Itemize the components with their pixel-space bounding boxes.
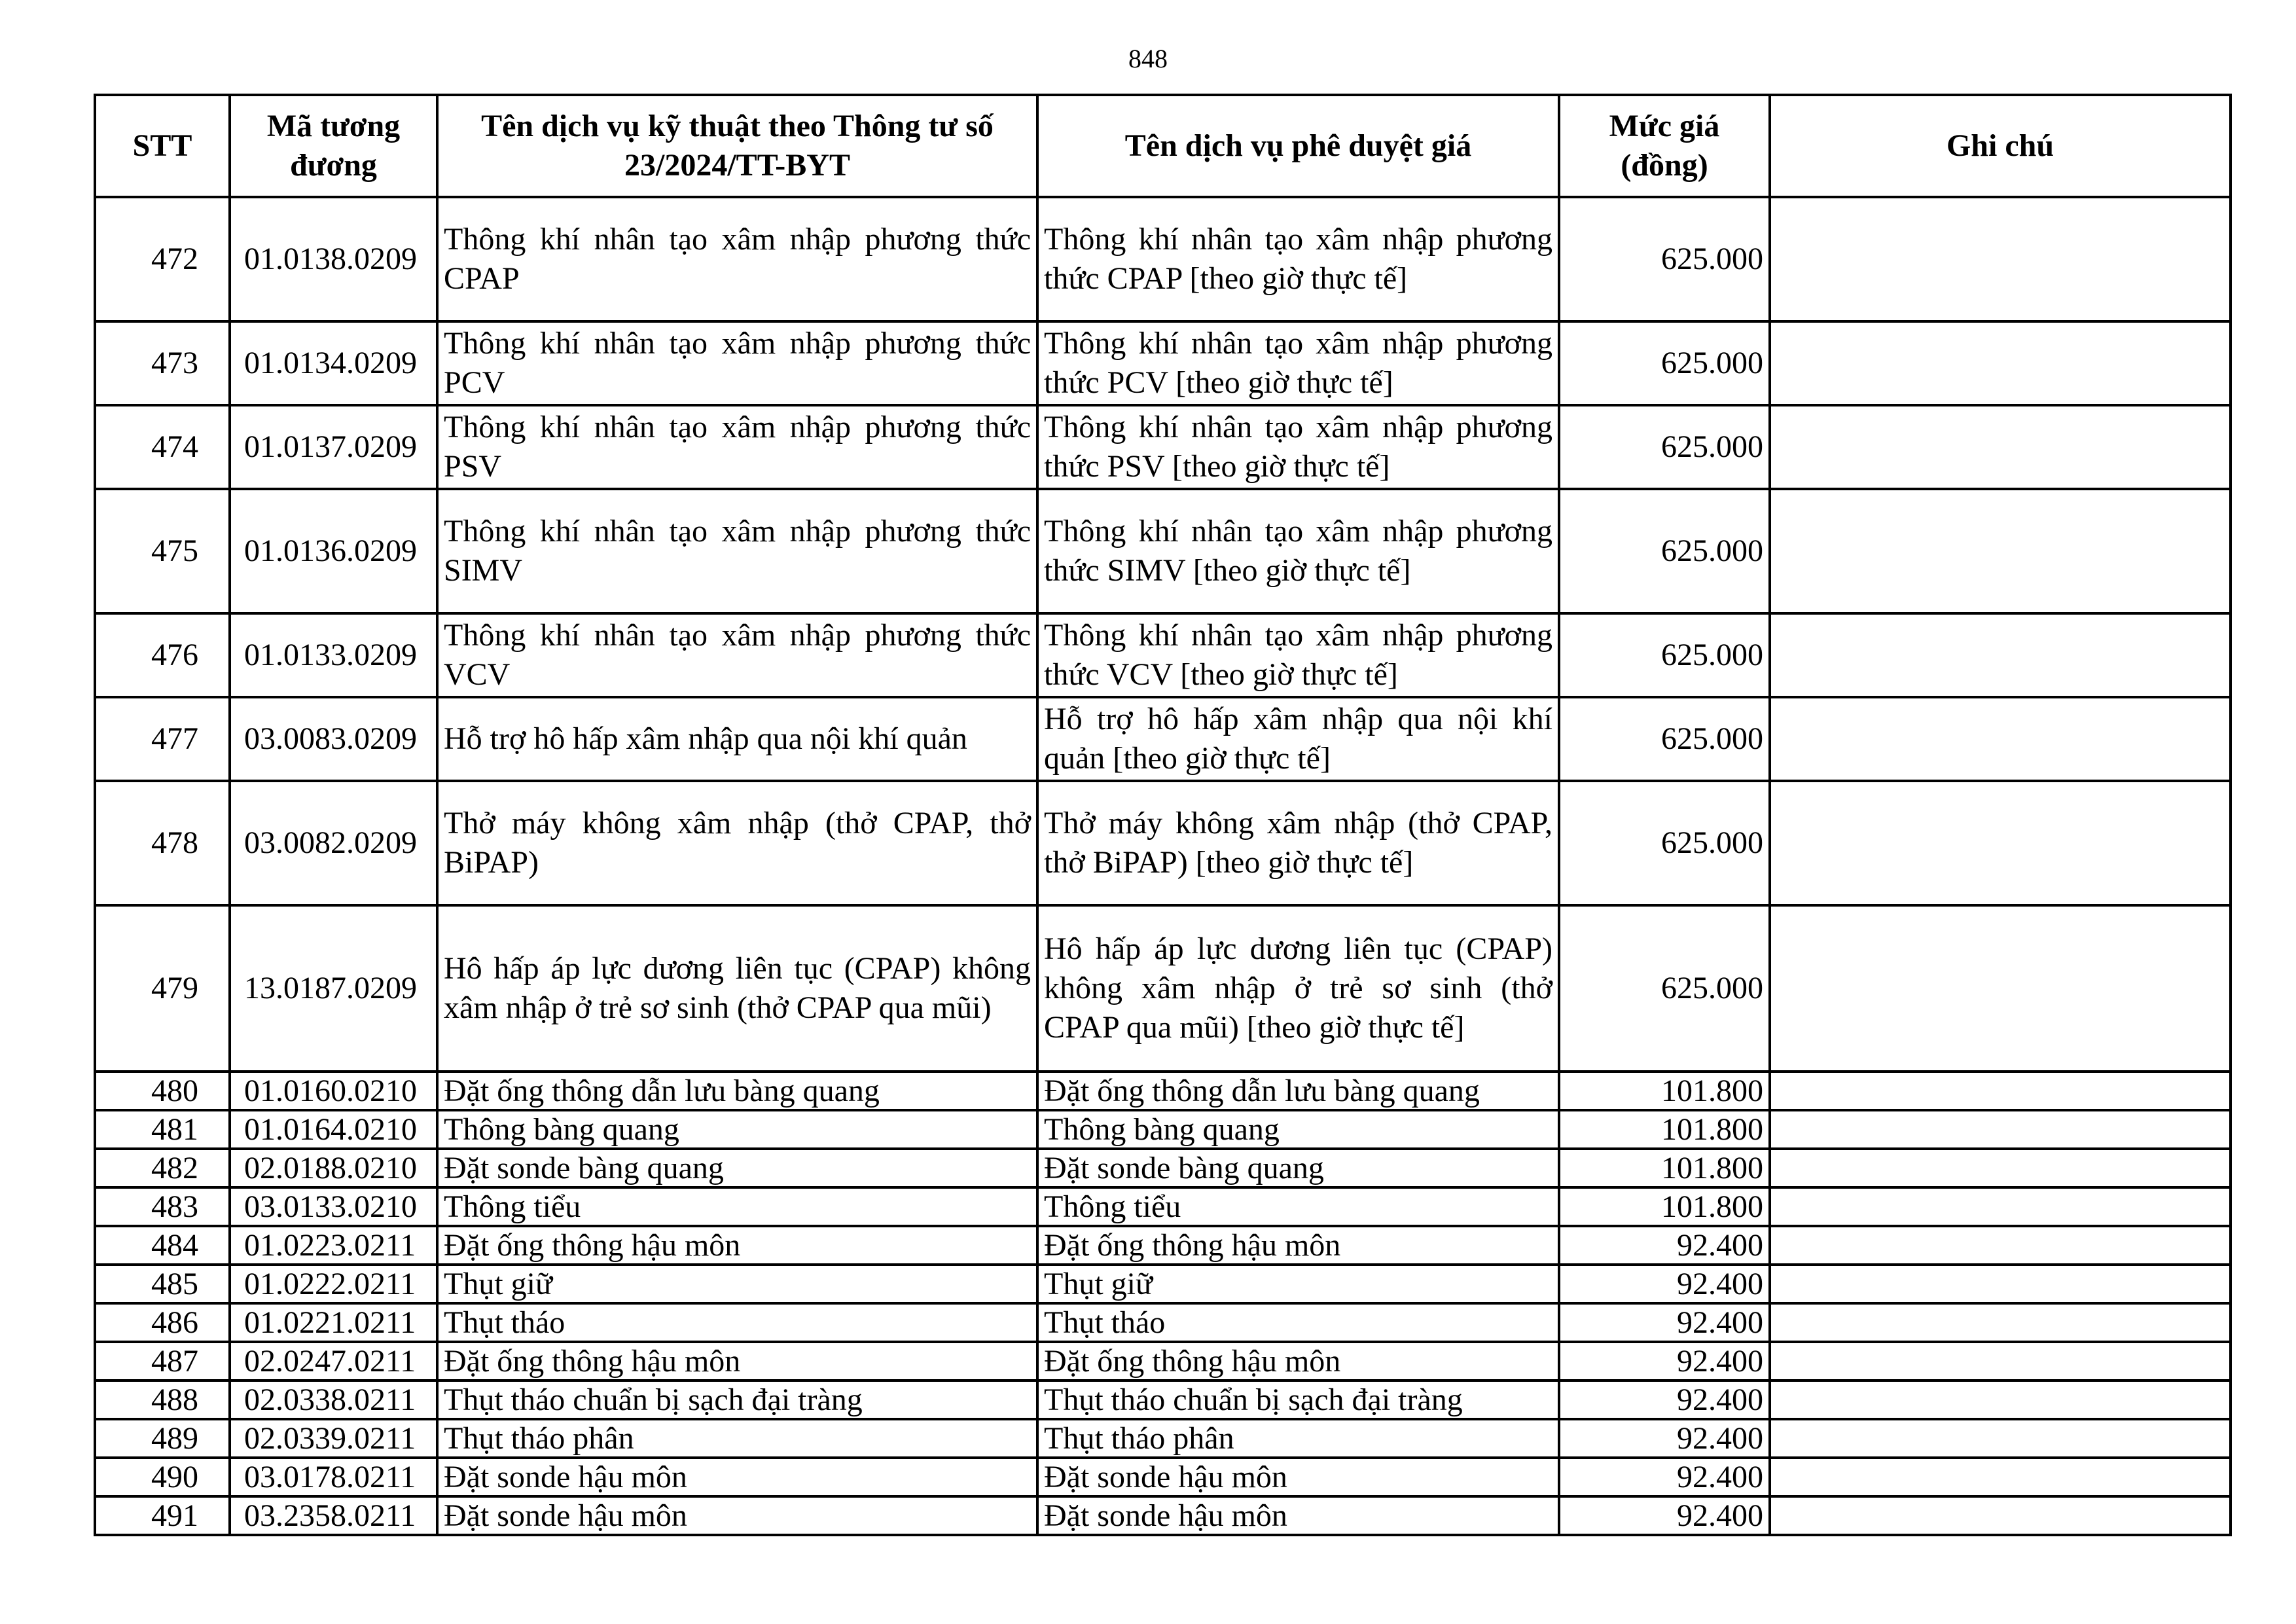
cell-approved-name: Đặt sonde bàng quang <box>1037 1149 1559 1187</box>
cell-note <box>1770 697 2231 781</box>
table-header-row <box>95 95 2231 197</box>
cell-note <box>1770 321 2231 405</box>
cell-code: 01.0221.0211 <box>230 1303 437 1342</box>
cell-note <box>1770 1226 2231 1265</box>
cell-code: 01.0223.0211 <box>230 1226 437 1265</box>
cell-approved-name: Đặt ống thông hậu môn <box>1037 1226 1559 1265</box>
cell-code: 01.0160.0210 <box>230 1072 437 1110</box>
cell-stt: 486 <box>95 1303 230 1342</box>
cell-stt: 480 <box>95 1072 230 1110</box>
cell-price: 101.800 <box>1559 1149 1770 1187</box>
cell-stt: 489 <box>95 1419 230 1458</box>
table-row <box>95 1303 2231 1342</box>
cell-technical-name: Thông khí nhân tạo xâm nhập phương thức PSV <box>437 405 1037 489</box>
cell-code: 02.0247.0211 <box>230 1342 437 1380</box>
cell-technical-name: Thông tiểu <box>437 1187 1037 1226</box>
cell-technical-name: Đặt ống thông hậu môn <box>437 1342 1037 1380</box>
cell-code: 13.0187.0209 <box>230 905 437 1072</box>
cell-stt: 484 <box>95 1226 230 1265</box>
cell-stt: 487 <box>95 1342 230 1380</box>
header-note: Ghi chú <box>1770 95 2231 197</box>
table-row <box>95 1342 2231 1380</box>
cell-stt: 477 <box>95 697 230 781</box>
cell-stt: 482 <box>95 1149 230 1187</box>
cell-approved-name: Đặt ống thông dẫn lưu bàng quang <box>1037 1072 1559 1110</box>
table-row <box>95 1419 2231 1458</box>
cell-stt: 474 <box>95 405 230 489</box>
cell-note <box>1770 1342 2231 1380</box>
cell-price: 92.400 <box>1559 1496 1770 1535</box>
cell-approved-name: Thông khí nhân tạo xâm nhập phương thức PCV [theo giờ thực tế] <box>1037 321 1559 405</box>
cell-stt: 473 <box>95 321 230 405</box>
cell-technical-name: Thông khí nhân tạo xâm nhập phương thức SIMV <box>437 489 1037 613</box>
table-row <box>95 1496 2231 1535</box>
cell-approved-name: Thụt giữ <box>1037 1265 1559 1303</box>
header-technical-name: Tên dịch vụ kỹ thuật theo Thông tư số 23/2024/TT-BYT <box>437 95 1037 197</box>
cell-price: 625.000 <box>1559 197 1770 321</box>
cell-code: 01.0133.0209 <box>230 613 437 697</box>
cell-code: 01.0222.0211 <box>230 1265 437 1303</box>
table-row <box>95 1187 2231 1226</box>
cell-stt: 478 <box>95 781 230 905</box>
cell-code: 01.0164.0210 <box>230 1110 437 1149</box>
cell-approved-name: Thông bàng quang <box>1037 1110 1559 1149</box>
table-row <box>95 489 2231 613</box>
cell-technical-name: Đặt ống thông hậu môn <box>437 1226 1037 1265</box>
page-number: 848 <box>1128 44 1168 73</box>
cell-stt: 488 <box>95 1380 230 1419</box>
cell-note <box>1770 1110 2231 1149</box>
cell-approved-name: Đặt sonde hậu môn <box>1037 1496 1559 1535</box>
cell-note <box>1770 1303 2231 1342</box>
cell-price: 625.000 <box>1559 405 1770 489</box>
cell-stt: 481 <box>95 1110 230 1149</box>
cell-technical-name: Đặt sonde hậu môn <box>437 1458 1037 1496</box>
cell-code: 02.0339.0211 <box>230 1419 437 1458</box>
cell-stt: 479 <box>95 905 230 1072</box>
cell-code: 03.2358.0211 <box>230 1496 437 1535</box>
table-row <box>95 1458 2231 1496</box>
table-row <box>95 1149 2231 1187</box>
cell-code: 01.0137.0209 <box>230 405 437 489</box>
cell-code: 03.0082.0209 <box>230 781 437 905</box>
cell-approved-name: Thông khí nhân tạo xâm nhập phương thức CPAP [theo giờ thực tế] <box>1037 197 1559 321</box>
cell-approved-name: Thông khí nhân tạo xâm nhập phương thức PSV [theo giờ thực tế] <box>1037 405 1559 489</box>
cell-approved-name: Hô hấp áp lực dương liên tục (CPAP) không xâm nhập ở trẻ sơ sinh (thở CPAP qua mũi) [theo giờ thực tế] <box>1037 905 1559 1072</box>
cell-note <box>1770 489 2231 613</box>
cell-approved-name: Đặt ống thông hậu môn <box>1037 1342 1559 1380</box>
cell-code: 03.0133.0210 <box>230 1187 437 1226</box>
cell-note <box>1770 1419 2231 1458</box>
cell-note <box>1770 405 2231 489</box>
table-row <box>95 405 2231 489</box>
cell-code: 03.0178.0211 <box>230 1458 437 1496</box>
cell-technical-name: Thở máy không xâm nhập (thở CPAP, thở BiPAP) <box>437 781 1037 905</box>
cell-approved-name: Thụt tháo chuẩn bị sạch đại tràng <box>1037 1380 1559 1419</box>
header-approved-name: Tên dịch vụ phê duyệt giá <box>1037 95 1559 197</box>
table-row <box>95 613 2231 697</box>
cell-note <box>1770 1380 2231 1419</box>
cell-price: 92.400 <box>1559 1226 1770 1265</box>
cell-note <box>1770 1072 2231 1110</box>
cell-approved-name: Thở máy không xâm nhập (thở CPAP, thở BiPAP) [theo giờ thực tế] <box>1037 781 1559 905</box>
cell-price: 92.400 <box>1559 1342 1770 1380</box>
cell-technical-name: Thông bàng quang <box>437 1110 1037 1149</box>
cell-code: 01.0136.0209 <box>230 489 437 613</box>
header-stt: STT <box>95 95 230 197</box>
cell-code: 02.0188.0210 <box>230 1149 437 1187</box>
cell-approved-name: Đặt sonde hậu môn <box>1037 1458 1559 1496</box>
cell-price: 92.400 <box>1559 1419 1770 1458</box>
cell-code: 03.0083.0209 <box>230 697 437 781</box>
cell-technical-name: Thông khí nhân tạo xâm nhập phương thức VCV <box>437 613 1037 697</box>
cell-note <box>1770 1187 2231 1226</box>
cell-stt: 483 <box>95 1187 230 1226</box>
cell-price: 92.400 <box>1559 1458 1770 1496</box>
table-row <box>95 781 2231 905</box>
cell-price: 625.000 <box>1559 321 1770 405</box>
cell-note <box>1770 1265 2231 1303</box>
cell-technical-name: Hô hấp áp lực dương liên tục (CPAP) không xâm nhập ở trẻ sơ sinh (thở CPAP qua mũi) <box>437 905 1037 1072</box>
cell-approved-name: Thụt tháo <box>1037 1303 1559 1342</box>
header-price: Mức giá (đồng) <box>1559 95 1770 197</box>
cell-stt: 485 <box>95 1265 230 1303</box>
cell-stt: 476 <box>95 613 230 697</box>
table-row <box>95 1072 2231 1110</box>
header-code: Mã tương đương <box>230 95 437 197</box>
cell-technical-name: Thông khí nhân tạo xâm nhập phương thức CPAP <box>437 197 1037 321</box>
cell-note <box>1770 613 2231 697</box>
cell-stt: 472 <box>95 197 230 321</box>
cell-price: 625.000 <box>1559 905 1770 1072</box>
table-row <box>95 1265 2231 1303</box>
cell-note <box>1770 1458 2231 1496</box>
table-row <box>95 1110 2231 1149</box>
table-row <box>95 1380 2231 1419</box>
cell-price: 92.400 <box>1559 1265 1770 1303</box>
table-row <box>95 905 2231 1072</box>
cell-price: 625.000 <box>1559 697 1770 781</box>
cell-price: 92.400 <box>1559 1380 1770 1419</box>
cell-technical-name: Đặt ống thông dẫn lưu bàng quang <box>437 1072 1037 1110</box>
cell-price: 101.800 <box>1559 1072 1770 1110</box>
table-row <box>95 197 2231 321</box>
cell-price: 101.800 <box>1559 1187 1770 1226</box>
cell-note <box>1770 781 2231 905</box>
cell-price: 625.000 <box>1559 781 1770 905</box>
cell-stt: 491 <box>95 1496 230 1535</box>
cell-code: 02.0338.0211 <box>230 1380 437 1419</box>
cell-price: 625.000 <box>1559 613 1770 697</box>
cell-note <box>1770 1496 2231 1535</box>
table-row <box>95 321 2231 405</box>
cell-technical-name: Đặt sonde hậu môn <box>437 1496 1037 1535</box>
cell-note <box>1770 1149 2231 1187</box>
cell-approved-name: Thông tiểu <box>1037 1187 1559 1226</box>
cell-note <box>1770 905 2231 1072</box>
cell-technical-name: Hỗ trợ hô hấp xâm nhập qua nội khí quản <box>437 697 1037 781</box>
service-price-table <box>94 94 2232 1536</box>
cell-approved-name: Hỗ trợ hô hấp xâm nhập qua nội khí quản [theo giờ thực tế] <box>1037 697 1559 781</box>
table-row <box>95 697 2231 781</box>
cell-technical-name: Thụt tháo phân <box>437 1419 1037 1458</box>
cell-technical-name: Thụt giữ <box>437 1265 1037 1303</box>
cell-technical-name: Thông khí nhân tạo xâm nhập phương thức PCV <box>437 321 1037 405</box>
cell-stt: 475 <box>95 489 230 613</box>
cell-price: 101.800 <box>1559 1110 1770 1149</box>
cell-code: 01.0138.0209 <box>230 197 437 321</box>
cell-code: 01.0134.0209 <box>230 321 437 405</box>
cell-technical-name: Đặt sonde bàng quang <box>437 1149 1037 1187</box>
cell-approved-name: Thông khí nhân tạo xâm nhập phương thức SIMV [theo giờ thực tế] <box>1037 489 1559 613</box>
cell-technical-name: Thụt tháo chuẩn bị sạch đại tràng <box>437 1380 1037 1419</box>
table-body <box>95 197 2231 1535</box>
cell-stt: 490 <box>95 1458 230 1496</box>
cell-price: 92.400 <box>1559 1303 1770 1342</box>
cell-note <box>1770 197 2231 321</box>
cell-price: 625.000 <box>1559 489 1770 613</box>
cell-approved-name: Thông khí nhân tạo xâm nhập phương thức VCV [theo giờ thực tế] <box>1037 613 1559 697</box>
cell-approved-name: Thụt tháo phân <box>1037 1419 1559 1458</box>
cell-technical-name: Thụt tháo <box>437 1303 1037 1342</box>
table-row <box>95 1226 2231 1265</box>
